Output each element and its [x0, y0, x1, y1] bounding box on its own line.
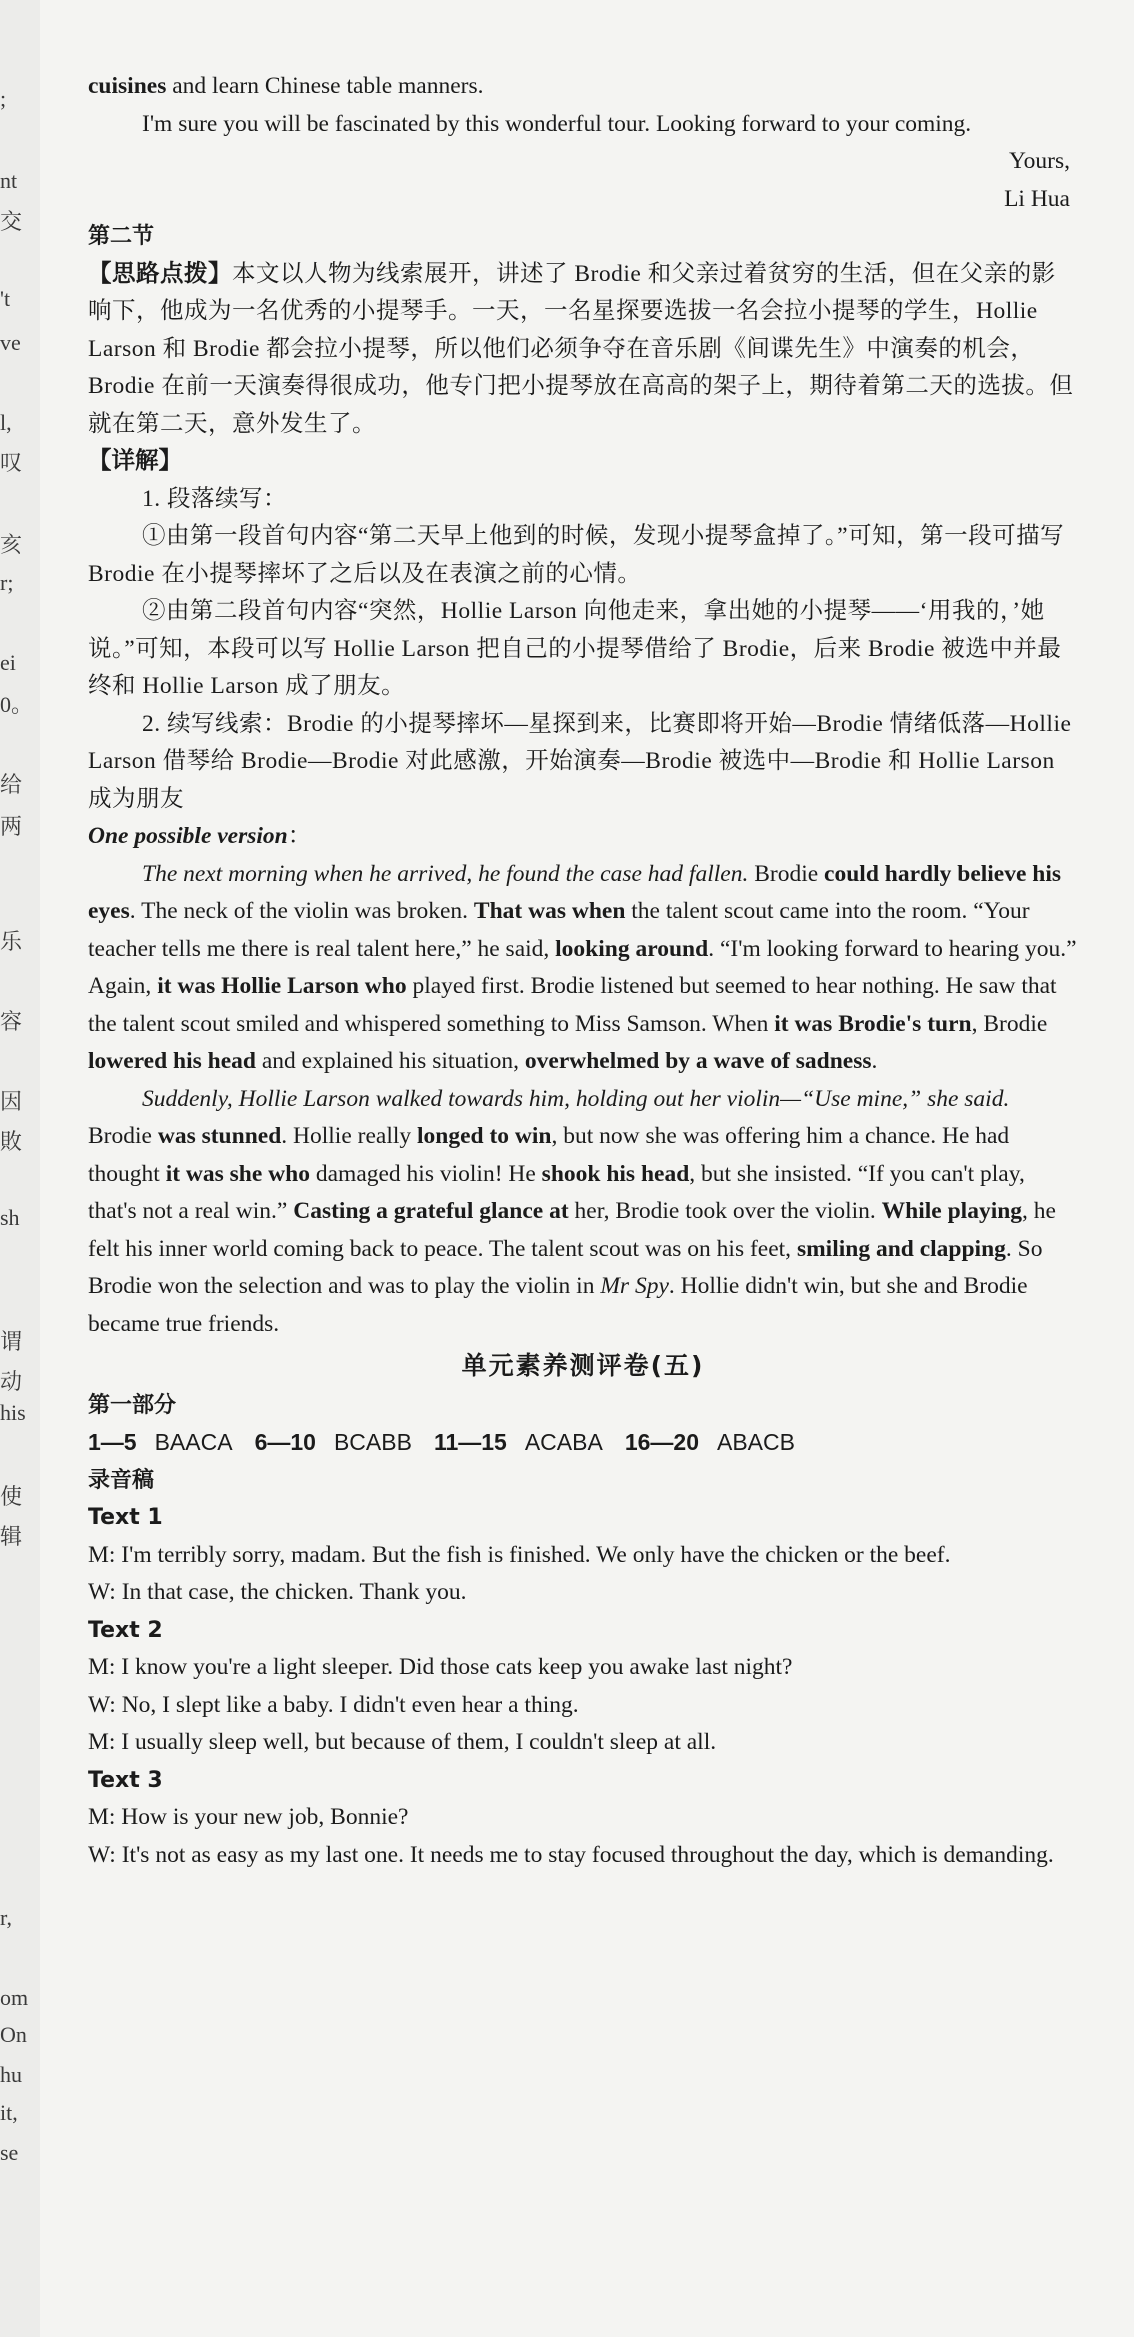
part-heading: 第一部分	[88, 1392, 177, 1418]
bold-phrase: it was Hollie Larson who	[157, 973, 407, 999]
bold-phrase: While playing	[881, 1198, 1023, 1224]
letter-closing: Yours,	[1009, 148, 1070, 174]
letter-paragraph: I'm sure you will be fascinated by this wonderful tour. Looking forward to your coming.	[142, 110, 972, 137]
text-run: , he felt his inner world coming back to peace. The talent scout was on his feet,	[88, 1198, 1056, 1262]
bold-phrase: was stunned	[157, 1123, 282, 1149]
bold-phrase: could hardly believe his eyes	[88, 860, 1062, 924]
gutter-fragment: r,	[0, 1905, 12, 1930]
answer-values: BAACA	[154, 1429, 233, 1455]
text-run: . “I'm looking forward to hearing you.” Again,	[88, 935, 1077, 999]
detail-item: ①由第一段首句内容“第二天早上他到的时候，发现小提琴盒掉了。”可知，第一段可描写 Brodie 在小提琴摔坏了之后以及在表演之前的心情。	[88, 523, 1065, 587]
text-title: Text 3	[88, 1767, 163, 1793]
answer-page	[88, 68, 1078, 1874]
text-run: . Hollie didn't win, but she and Brodie became true friends.	[88, 1273, 1028, 1337]
gutter-fragment: 亥	[0, 532, 23, 557]
gutter-fragment: 交	[0, 209, 23, 234]
bold-phrase: looking around	[555, 935, 709, 962]
italic-phrase: Mr Spy	[600, 1273, 669, 1299]
story-paragraph-2	[88, 1081, 1078, 1344]
gutter-fragment: 使	[0, 1484, 23, 1509]
gutter-fragment: 因	[0, 1089, 23, 1114]
unit-test-title: 单元素养测评卷(五)	[461, 1351, 705, 1380]
gutter-fragment: 叹	[0, 450, 23, 475]
gutter-fragment: hu	[0, 2062, 22, 2087]
detail-item: 2. 续写线索：Brodie 的小提琴摔坏—星探到来，比赛即将开始—Brodie 情绪低落—Hollie Larson 借琴给 Brodie—Brodie 对此感激，开始演奏—Brodie 被选中—Brodie 和 Hollie Larson 成为朋友	[88, 710, 1072, 812]
text-run: Brodie	[748, 860, 825, 887]
text-run: her, Brodie took over the violin.	[568, 1198, 882, 1224]
bold-phrase: it was she who	[165, 1160, 310, 1187]
italic-phrase: Suddenly, Hollie Larson walked towards him, holding out her violin—“Use mine,” she said.	[142, 1085, 1010, 1112]
text-run: the talent scout came into the room. “Your teacher tells me there is real talent here,” he said,	[88, 898, 1030, 962]
answer-values: BCABB	[333, 1429, 412, 1455]
text-run: , Brodie	[971, 1010, 1048, 1037]
dialogue-line: W: No, I slept like a baby. I didn't even hear a thing.	[88, 1691, 579, 1718]
dialogue-line: M: I usually sleep well, but because of them, I couldn't sleep at all.	[88, 1729, 717, 1755]
answer-range: 16—20	[624, 1429, 699, 1455]
gutter-fragment: r;	[0, 570, 14, 595]
gutter-fragment: 't	[0, 286, 11, 311]
gutter-fragment: 容	[0, 1009, 23, 1034]
transcript-texts	[88, 1499, 1078, 1874]
text-run: damaged his violin! He	[309, 1160, 542, 1187]
bold-phrase: That was when	[473, 898, 626, 924]
gutter-fragment: l,	[0, 410, 12, 435]
answer-values: ACABA	[524, 1429, 603, 1455]
story-paragraph-1	[88, 856, 1078, 1081]
text-run: . The neck of the violin was broken.	[129, 898, 474, 924]
dialogue-line: M: I know you're a light sleeper. Did those cats keep you awake last night?	[88, 1654, 793, 1680]
transcript-heading: 录音稿	[88, 1467, 155, 1493]
dialogue-line: W: It's not as easy as my last one. It needs me to stay focused throughout the day, which is demanding.	[88, 1841, 1054, 1868]
gutter-fragment: 动	[0, 1369, 23, 1394]
gutter-fragment: ;	[0, 86, 7, 111]
bold-phrase: smiling and clapping	[796, 1235, 1006, 1262]
idea-label: 【思路点拨】	[88, 260, 232, 287]
answer-range: 11—15	[433, 1429, 507, 1455]
bold-phrase: shook his head	[541, 1160, 690, 1187]
letter-line: cuisines and learn Chinese table manners.	[88, 73, 484, 99]
text-run: .	[871, 1048, 878, 1074]
text-run: played first. Brodie listened but seemed to hear nothing. He saw that the talent scout smiled and whispered something to Miss Samson. When	[88, 973, 1057, 1037]
letter-signature: Li Hua	[1004, 185, 1070, 212]
gutter-fragment: his	[0, 1400, 26, 1425]
left-margin-bleed	[0, 0, 40, 2337]
text-title: Text 1	[88, 1505, 163, 1530]
text-run: and explained his situation,	[256, 1048, 525, 1074]
bold-phrase: overwhelmed by a wave of sadness	[524, 1048, 872, 1074]
gutter-fragment: On	[0, 2022, 27, 2047]
gutter-fragment: 辑	[0, 1524, 23, 1549]
text-run: Brodie	[88, 1123, 158, 1149]
gutter-fragment: it,	[0, 2100, 18, 2125]
text-run: , but she insisted. “If you can't play, that's not a real win.”	[88, 1160, 1025, 1224]
detail-item: ②由第二段首句内容“突然，Hollie Larson 向他走来，拿出她的小提琴——‘用我的，’她说。”可知，本段可以写 Hollie Larson 把自己的小提琴借给了 Brodie，后来 Brodie 被选中并最终和 Hollie Larson 成了朋友。	[88, 598, 1062, 699]
gutter-fragment: sh	[0, 1205, 20, 1230]
idea-paragraph: 【思路点拨】本文以人物为线索展开，讲述了 Brodie 和父亲过着贫穷的生活，但在父亲的影响下，他成为一名优秀的小提琴手。一天，一名星探要选拔一名会拉小提琴的学生，Hollie Larson 和 Brodie 都会拉小提琴，所以他们必须争夺在音乐剧《间谍先生》中演奏的机会，Brodie 在前一天演奏得很成功，他专门把小提琴放在高高的架子上，期待着第二天的选拔。但就在第二天，意外发生了。	[88, 260, 1074, 437]
bold-phrase: longed to win	[417, 1123, 552, 1149]
bold-phrase: it was Brodie's turn	[774, 1010, 972, 1037]
gutter-fragment: 两	[0, 814, 23, 839]
gutter-fragment: om	[0, 1985, 29, 2010]
gutter-fragment: ve	[0, 330, 21, 355]
answer-range: 6—10	[254, 1429, 316, 1455]
gutter-fragment: 敗	[0, 1129, 23, 1154]
answer-range: 1—5	[88, 1429, 137, 1455]
dialogue-line: M: I'm terribly sorry, madam. But the fish is finished. We only have the chicken or the beef.	[88, 1541, 951, 1568]
answer-key	[88, 1424, 1078, 1462]
gutter-fragment: se	[0, 2140, 19, 2165]
text-title: Text 2	[88, 1617, 163, 1643]
italic-phrase: The next morning when he arrived, he found the case had fallen.	[142, 860, 749, 887]
section-heading: 第二节	[88, 224, 155, 249]
gutter-fragment: 给	[0, 772, 23, 797]
text-run: . Hollie really	[281, 1123, 417, 1149]
gutter-fragment: ei	[0, 650, 16, 675]
text-run: . So Brodie won the selection and was to play the violin in	[88, 1235, 1043, 1299]
bold-phrase: lowered his head	[88, 1048, 256, 1074]
text-run: , but now she was offering him a chance. He had thought	[88, 1123, 1010, 1187]
answer-values: ABACB	[717, 1429, 795, 1455]
bold-phrase: Casting a grateful glance at	[293, 1198, 569, 1224]
bold-word: cuisines	[88, 73, 167, 99]
gutter-fragment: nt	[0, 168, 18, 193]
gutter-fragment: 0。	[0, 692, 34, 717]
version-label: One possible version：	[88, 823, 312, 849]
detail-label: 【详解】	[88, 448, 182, 474]
gutter-fragment: 乐	[0, 929, 23, 954]
dialogue-line: W: In that case, the chicken. Thank you.	[88, 1579, 467, 1605]
gutter-fragment: 谓	[0, 1329, 23, 1354]
detail-item: 1. 段落续写：	[142, 485, 287, 512]
dialogue-line: M: How is your new job, Bonnie?	[88, 1804, 409, 1830]
